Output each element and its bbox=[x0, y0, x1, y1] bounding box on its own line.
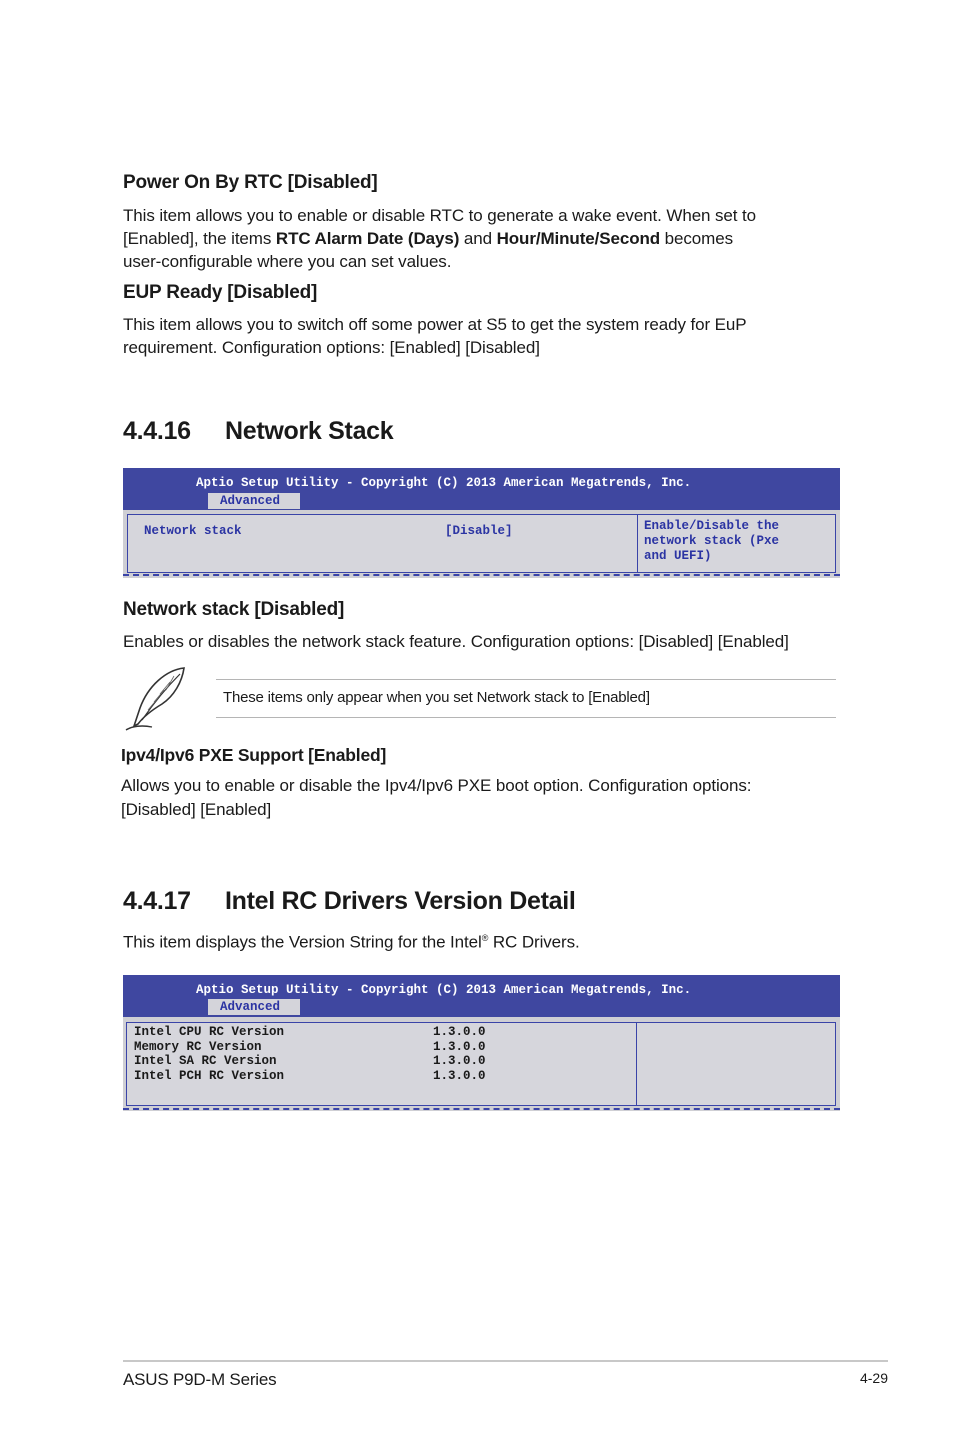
bios-bottom-dashes bbox=[123, 1108, 840, 1110]
footer-rule bbox=[123, 1360, 888, 1362]
bios-tab-advanced[interactable]: Advanced bbox=[208, 493, 300, 509]
rc-version-labels bbox=[134, 1025, 284, 1083]
rc-row-value: 1.3.0.0 bbox=[433, 1039, 486, 1054]
rc-row-label: Intel CPU RC Version bbox=[134, 1025, 285, 1039]
rtc-alarm-date-term: RTC Alarm Date (Days) bbox=[275, 229, 460, 248]
pxe-line-1: Allows you to enable or disable the Ipv4/Ipv6 PXE boot option. Configuration options: bbox=[121, 776, 752, 795]
bios-panel-divider bbox=[636, 1023, 637, 1105]
pxe-support-heading: Ipv4/Ipv6 PXE Support [Enabled] bbox=[121, 745, 387, 765]
power-on-rtc-line-3: user-configurable where you can set values. bbox=[123, 252, 452, 271]
rc-row-value: 1.3.0.0 bbox=[433, 1054, 486, 1069]
section-number: 4.4.17 bbox=[123, 887, 191, 915]
network-stack-section-title bbox=[123, 417, 393, 446]
pxe-line-2: [Disabled] [Enabled] bbox=[121, 800, 272, 819]
eup-ready-line-1: This item allows you to switch off some power at S5 to get the system ready for EuP bbox=[123, 315, 747, 334]
footer-product-name: ASUS P9D-M Series bbox=[123, 1370, 277, 1389]
power-on-rtc-description bbox=[123, 204, 823, 273]
intel-rc-description: This item displays the Version String for the Intel® RC Drivers. bbox=[123, 932, 580, 952]
bios-header bbox=[123, 975, 840, 1017]
bios-item-network-stack-value[interactable]: [Disable] bbox=[445, 524, 513, 538]
network-stack-sub-text: Enables or disables the network stack feature. Configuration options: [Disabled] [Enabled] bbox=[123, 632, 789, 651]
registered-mark: ® bbox=[481, 933, 489, 943]
footer-page-number: 4-29 bbox=[859, 1370, 888, 1386]
section-title-text: Network Stack bbox=[225, 417, 394, 445]
bios-body bbox=[126, 1022, 836, 1106]
hour-minute-second-term: Hour/Minute/Second bbox=[496, 229, 661, 248]
note-top-rule bbox=[216, 679, 836, 680]
power-on-rtc-line-2: [Enabled], the items RTC Alarm Date (Days) and Hour/Minute/Second becomes bbox=[123, 229, 733, 248]
intel-rc-bios-screenshot bbox=[123, 975, 840, 1111]
eup-ready-description bbox=[123, 313, 823, 359]
bios-header-title: Aptio Setup Utility - Copyright (C) 2013 American Megatrends, Inc. bbox=[196, 983, 692, 997]
bios-body bbox=[127, 514, 836, 573]
bios-header bbox=[123, 468, 840, 510]
eup-ready-heading: EUP Ready [Disabled] bbox=[123, 282, 318, 303]
power-on-rtc-line-1: This item allows you to enable or disable RTC to generate a wake event. When set to bbox=[123, 206, 757, 225]
pxe-support-description bbox=[121, 774, 841, 821]
bios-help-text: Enable/Disable the network stack (Pxe and UEFI) bbox=[644, 519, 780, 563]
power-on-rtc-heading: Power On By RTC [Disabled] bbox=[123, 172, 378, 193]
bios-panel-divider bbox=[637, 515, 638, 572]
note-text: These items only appear when you set Network stack to [Enabled] bbox=[223, 689, 650, 706]
eup-ready-line-2: requirement. Configuration options: [Enabled] [Disabled] bbox=[123, 338, 540, 357]
bios-header-title: Aptio Setup Utility - Copyright (C) 2013 American Megatrends, Inc. bbox=[196, 476, 692, 490]
intel-rc-section-title bbox=[123, 887, 576, 916]
rc-row-label: Intel SA RC Version bbox=[134, 1054, 277, 1069]
bios-bottom-dashes bbox=[123, 574, 840, 576]
rc-row-value: 1.3.0.0 bbox=[433, 1025, 486, 1039]
rc-row-label: Memory RC Version bbox=[134, 1039, 262, 1054]
network-stack-sub-heading: Network stack [Disabled] bbox=[123, 599, 345, 620]
note-bottom-rule bbox=[216, 717, 836, 718]
bios-tab-advanced[interactable]: Advanced bbox=[208, 999, 300, 1015]
network-stack-bios-screenshot bbox=[123, 468, 840, 578]
bios-item-network-stack[interactable]: Network stack bbox=[144, 524, 242, 538]
section-number: 4.4.16 bbox=[123, 417, 191, 445]
section-title-text: Intel RC Drivers Version Detail bbox=[225, 887, 576, 915]
rc-version-values bbox=[433, 1025, 486, 1083]
rc-row-label: Intel PCH RC Version bbox=[134, 1068, 285, 1083]
rc-row-value: 1.3.0.0 bbox=[433, 1068, 486, 1083]
feather-quill-icon bbox=[122, 664, 190, 734]
